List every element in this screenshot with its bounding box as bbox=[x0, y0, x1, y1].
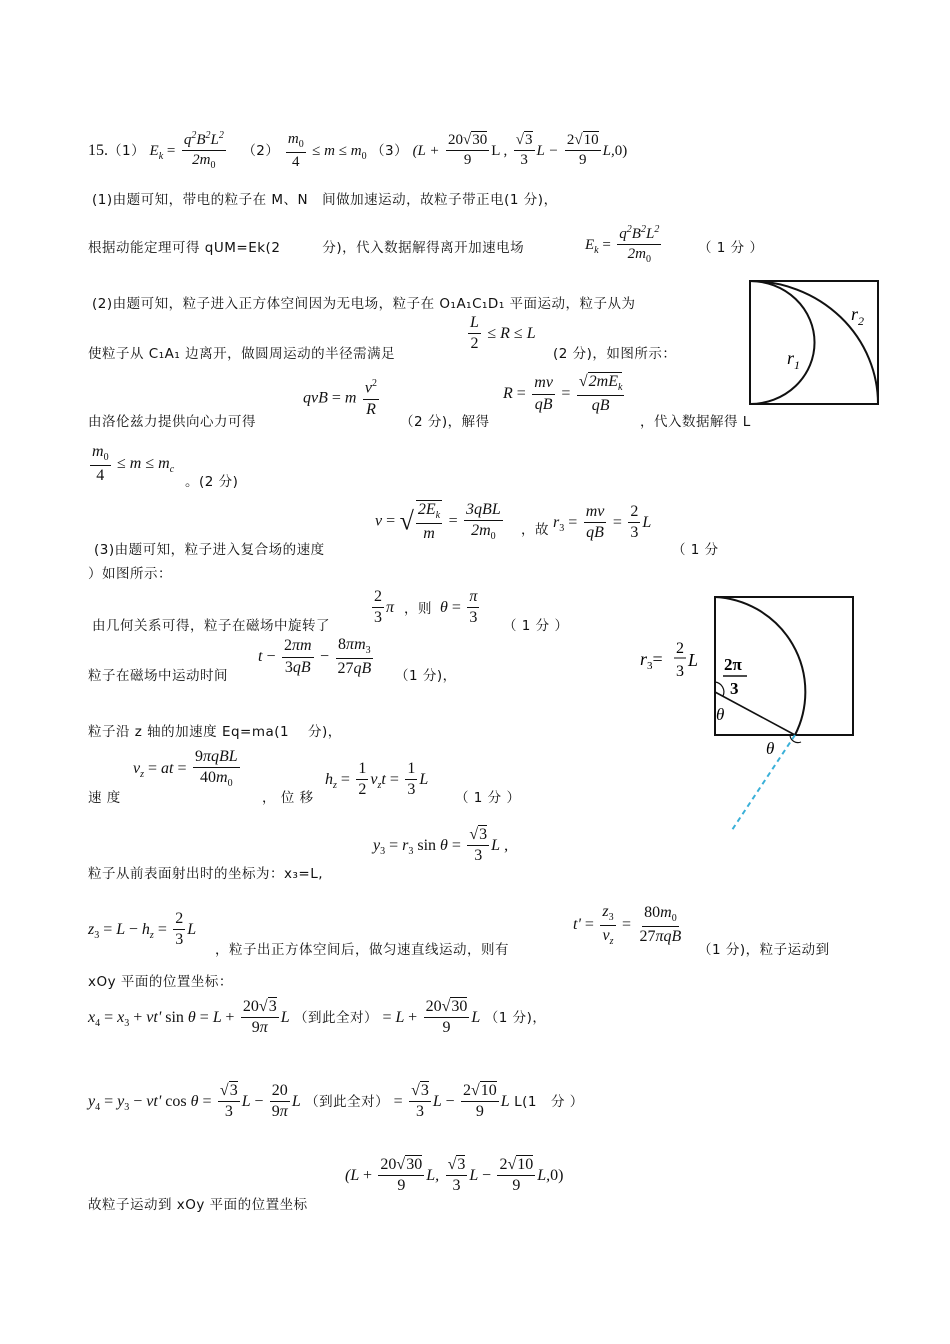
figure-composite-field bbox=[630, 590, 860, 836]
formula-z3: $z_3 = L - h_z$ = $\frac{2}{3}$ L bbox=[88, 910, 197, 949]
formula-vz: $v_z$ = at = $\frac{\text{9πqBL}}{40m_0}$ bbox=[133, 748, 238, 790]
text-line-3: (2)由题可知，粒子进入正方体空间因为无电场，粒子在 O₁A₁C₁D₁ 平面运动，粒子从为 bbox=[92, 296, 636, 312]
formula-y3: $y_3 = r_3$ sin θ = $\frac{√3}{3}$ L , bbox=[373, 826, 509, 865]
formula-mass-range: $\frac{m_0}{4}$ ≤ $m \le m_c$ bbox=[92, 443, 175, 484]
answer-summary: 15.（1） $E_k$ = $\frac{q^2B^2L^2}{2m_0}$ （2） $\frac{m_0}{4}$ ≤ $m \le m_0$ （3） (L + $\frac{20√30}{9}$ L , $\frac{√3}{3}$ L − $\frac{2√10}{9}$ L,0) bbox=[88, 130, 628, 172]
formula-radius-range: $\frac{L}{2}$ ≤ R ≤ L bbox=[470, 314, 536, 353]
label-r2: $r_2$ bbox=[851, 304, 865, 328]
formula-y4: $y_4 = y_3 - vt'$ cos θ = $\frac{√3}{3}$ L − $\frac{20}{9\pi}$ L （到此全对） = $\frac{√3}{3}$ L − $\frac{2√10}{9}$ L L(1 分 ） bbox=[88, 1082, 584, 1121]
text-line-4: 使粒子从 C₁A₁ 边离开，做圆周运动的半径需满足 bbox=[88, 346, 396, 362]
svg-text:θ: θ bbox=[716, 705, 725, 724]
svg-text:3: 3 bbox=[676, 663, 684, 680]
svg-text:2: 2 bbox=[676, 640, 684, 657]
text-line-1: (1)由题可知，带电的粒子在 M、N 间做加速运动，故粒子带正电(1 分)， bbox=[92, 192, 558, 208]
formula-R: R = $\frac{mv}{qB}$ = $\frac{√2mE_k}{qB}$ bbox=[503, 373, 623, 414]
formula-time: t − $\frac{2\pi m}{3qB}$ − $\frac{8\pi m_3}{27qB}$ bbox=[258, 636, 372, 677]
figure-circle-paths bbox=[747, 278, 883, 410]
text-line-9: 由几何关系可得，粒子在磁场中旋转了 bbox=[92, 618, 330, 634]
svg-text:3: 3 bbox=[730, 679, 739, 698]
exit-trajectory bbox=[732, 735, 795, 830]
formula-lorentz: qvB = m $\frac{v^2}{R}$ bbox=[303, 378, 378, 418]
formula-velocity: v = √ $\frac{2E_k}{m}$ = $\frac{\text{3qBL}}{2m_0}$ bbox=[375, 500, 501, 543]
formula-final-coordinate: (L + $\frac{20√30}{9}$ L, $\frac{√3}{3}$ L − $\frac{2√10}{9}$ L,0) bbox=[345, 1156, 564, 1195]
formula-tprime: t' = $\frac{z_3}{v_z}$ = $\frac{80m_0}{\text{27πqB}}$ bbox=[573, 903, 682, 947]
text-line-18: 故粒子运动到 xOy 平面的位置坐标 bbox=[88, 1197, 308, 1213]
arc-r1 bbox=[750, 281, 815, 404]
text-line-10: 粒子在磁场中运动时间 bbox=[88, 668, 228, 684]
svg-text:2π: 2π bbox=[724, 655, 742, 674]
formula-ek: $E_k$ = $\frac{q^2B^2L^2}{2m_0}$ bbox=[585, 224, 660, 266]
text-line-5: 由洛伦兹力提供向心力可得 bbox=[88, 414, 256, 430]
radius-line bbox=[715, 692, 795, 735]
text-line-12: 速 度 bbox=[88, 790, 121, 806]
text-line-15: xOy 平面的位置坐标： bbox=[88, 974, 233, 990]
formula-r3: $r_3$ = $\frac{mv}{qB}$ = $\frac{2}{3}$ L bbox=[553, 503, 652, 542]
svg-text:θ: θ bbox=[766, 739, 775, 758]
problem-number: 15. bbox=[88, 141, 108, 159]
text-line-13: 粒子从前表面射出时的坐标为：x₃=L, bbox=[88, 866, 324, 882]
text-line-8: ）如图所示： bbox=[88, 566, 172, 582]
label-r1: $r_1$ bbox=[787, 348, 801, 372]
label-r3: $r_3=$ bbox=[640, 649, 663, 672]
formula-hz: $h_z$ = $\frac{1}{2}$ $v_zt$ = $\frac{1}{3}$ L bbox=[325, 760, 429, 799]
formula-x4: $x_4 = x_3 + vt'$ sin θ = L + $\frac{20√3}{9\pi}$ L （到此全对） = L + $\frac{20√30}{9}$ L （1 分)， bbox=[88, 998, 547, 1037]
text-line-11: 粒子沿 z 轴的加速度 Eq=ma(1 分)， bbox=[88, 724, 342, 740]
text-line-7: (3)由题可知，粒子进入复合场的速度 bbox=[94, 542, 325, 558]
text-line-2: 根据动能定理可得 qUM=Ek(2 分)，代入数据解得离开加速电场 bbox=[88, 240, 525, 256]
svg-text:L: L bbox=[688, 650, 699, 670]
